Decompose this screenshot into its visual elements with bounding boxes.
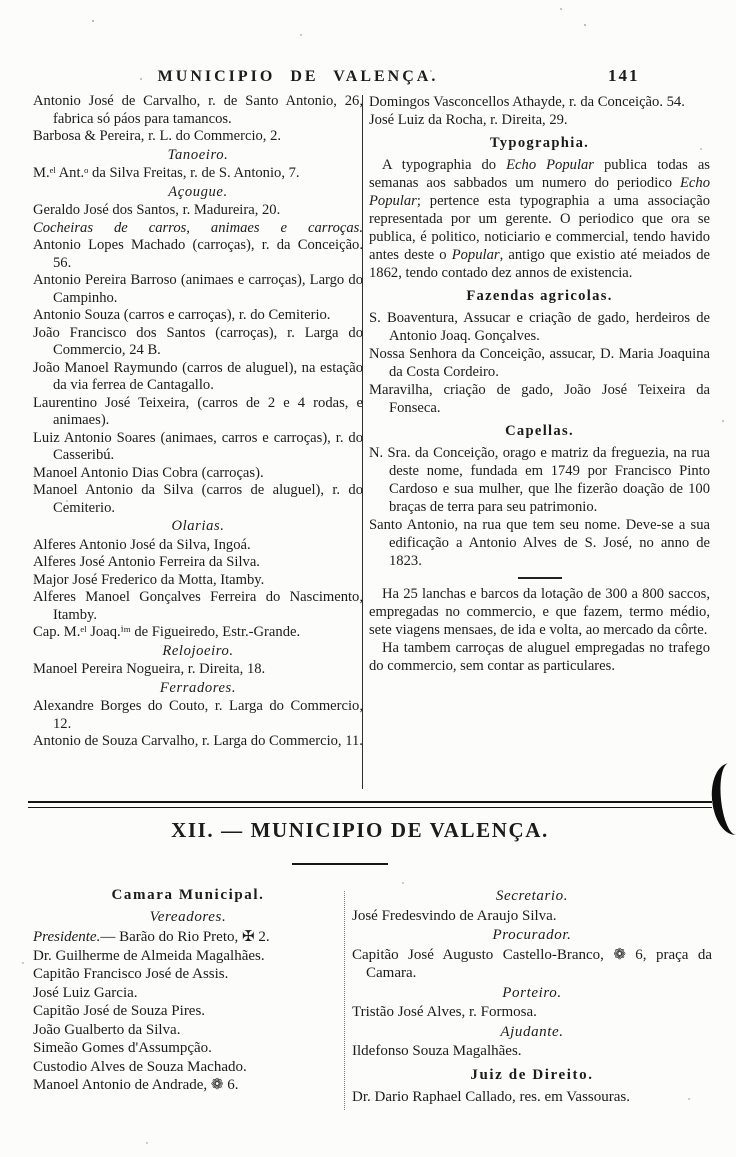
directory-entry: Cap. M.ᵉˡ Joaq.ⁱᵐ de Figueiredo, Estr.-Grande. [33, 624, 301, 640]
category-heading: Procurador. [492, 927, 572, 943]
category-heading: Tanoeiro. [167, 146, 229, 163]
directory-entry: Antonio Souza (carros e carroças), r. do Cemiterio. [33, 307, 331, 323]
category-heading: Olarias. [171, 518, 225, 534]
directory-entry: Manoel Antonio Dias Cobra (carroças). [33, 464, 264, 481]
directory-entry: João Francisco dos Santos (carroças), r. Larga do Commercio, 24 B. [33, 324, 363, 358]
directory-entry: Presidente.— Barão do Rio Preto, ✠ 2. [33, 929, 270, 945]
directory-entry: José Luiz Garcia. [33, 984, 138, 1001]
directory-right-column [369, 93, 710, 675]
directory-entry: Santo Antonio, na rua que tem seu nome. Deve-se a sua edificação a Antonio Alves de S. José, no anno de 1823. [369, 517, 710, 569]
directory-entry: José Luiz da Rocha, r. Direita, 29. [369, 112, 568, 128]
directory-entry: Geraldo José dos Santos, r. Madureira, 20. [33, 202, 281, 218]
roster-right-column [352, 886, 712, 1107]
directory-entry: Capitão Francisco José de Assis. [33, 966, 229, 982]
section-heading: Typographia. [489, 135, 590, 151]
directory-left-column [33, 93, 363, 751]
page-number: 141 [608, 66, 640, 85]
chapter-title: XII. — MUNICIPIO DE VALENÇA. [171, 818, 549, 842]
directory-entry: Domingos Vasconcellos Athayde, r. da Conceição. 54. [369, 94, 685, 110]
scan-artifact-mark [708, 761, 736, 837]
roster-column-divider [344, 891, 345, 1110]
category-heading: Porteiro. [502, 984, 562, 1001]
directory-entry: Manoel Antonio de Andrade, ❁ 6. [33, 1077, 239, 1093]
directory-entry: N. Sra. da Conceição, orago e matriz da freguezia, na rua deste nome, fundada em 1749 por Francisco Pinto Cardoso e sua mulher, que lhe fizerão doação de 100 braças de terra para seu patrimonio. [369, 445, 710, 515]
directory-entry: João Manoel Raymundo (carros de aluguel), na estação da via ferrea de Cantagallo. [33, 359, 363, 393]
directory-entry: Major José Frederico da Motta, Itamby. [33, 571, 265, 588]
running-head-title: MUNICIPIO DE VALENÇA. [157, 68, 439, 85]
directory-entry: Manoel Pereira Nogueira, r. Direita, 18. [33, 661, 266, 677]
category-heading: Ajudante. [500, 1023, 564, 1040]
directory-entry: Alferes Manoel Gonçalves Ferreira do Nascimento, Itamby. [33, 589, 363, 623]
directory-entry: Ildefonso Souza Magalhães. [352, 1043, 522, 1059]
directory-entry: Laurentino José Teixeira, (carros de 2 e 4 rodas, e animaes). [33, 394, 363, 428]
section-heading: Camara Municipal. [111, 887, 265, 903]
directory-entry: Simeão Gomes d'Assumpção. [33, 1040, 212, 1056]
category-heading: Relojoeiro. [162, 642, 234, 659]
paragraph: Ha 25 lanchas e barcos da lotação de 300 a 800 saccos, empregadas no commercio, e que fazem, termo médio, sete viagens mensaes, de ida e volta, ao mercado da côrte. [369, 586, 710, 638]
chapter-divider-double-rule [28, 801, 712, 808]
directory-entry: Antonio de Souza Carvalho, r. Larga do Commercio, 11. [33, 733, 363, 749]
paragraph: A typographia do Echo Popular publica todas as semanas aos sabbados um numero do periodico Echo Popular; pertence esta typographia a uma associação representada por um gerente. O periodico que ora se publica, é politico, noticiario e commercial, tendo havido antes deste o Popular, antigo que existio até meiados de 1862, tendo contado dez annos de existencia. [369, 157, 710, 281]
directory-entry: Dr. Guilherme de Almeida Magalhães. [33, 947, 265, 964]
roster-left-column [33, 886, 343, 1095]
directory-entry: Barbosa & Pereira, r. L. do Commercio, 2. [33, 128, 282, 144]
directory-entry: Capitão José de Souza Pires. [33, 1003, 206, 1019]
directory-entry: Luiz Antonio Soares (animaes, carros e carroças), r. do Casseribú. [33, 429, 363, 463]
category-heading: Ferradores. [159, 679, 237, 696]
paragraph: Ha tambem carroças de aluguel empregadas no trafego do commercio, sem contar as particulares. [369, 640, 710, 674]
directory-entry: João Gualberto da Silva. [33, 1021, 181, 1038]
directory-entry: Tristão José Alves, r. Formosa. [352, 1004, 537, 1020]
scan-noise [0, 0, 2, 2]
category-heading: Secretario. [495, 888, 569, 904]
directory-entry: Antonio José de Carvalho, r. de Santo Antonio, 26, fabrica só páos para tamancos. [33, 93, 363, 127]
directory-entry: M.ᵉˡ Ant.ᵒ da Silva Freitas, r. de S. Antonio, 7. [33, 165, 300, 181]
directory-entry: Nossa Senhora da Conceição, assucar, D. Maria Joaquina da Costa Cordeiro. [369, 346, 710, 380]
category-heading: Cocheiras de carros, animaes e carroças. [33, 219, 363, 236]
chapter-title-rule [292, 863, 388, 865]
directory-entry: Alexandre Borges do Couto, r. Larga do Commercio, 12. [33, 698, 363, 732]
section-heading: Juiz de Direito. [470, 1066, 594, 1083]
directory-entry: Antonio Pereira Barroso (animaes e carroças), Largo do Campinho. [33, 272, 363, 306]
category-heading: Açougue. [168, 183, 228, 200]
separator-rule [518, 577, 562, 579]
directory-entry: S. Boaventura, Assucar e criação de gado, herdeiros de Antonio Joaq. Gonçalves. [369, 310, 710, 344]
directory-entry: Manoel Antonio da Silva (carros de aluguel), r. do Cemiterio. [33, 482, 363, 516]
section-heading: Fazendas agricolas. [466, 288, 613, 304]
category-heading: Vereadores. [149, 908, 227, 925]
directory-entry: Alferes José Antonio Ferreira da Silva. [33, 554, 260, 570]
directory-entry: José Fredesvindo de Araujo Silva. [352, 907, 557, 924]
directory-entry: Capitão José Augusto Castello-Branco, ❁ 6, praça da Camara. [352, 946, 712, 981]
section-heading: Capellas. [505, 423, 574, 439]
directory-entry: Maravilha, criação de gado, João José Teixeira da Fonseca. [369, 382, 710, 416]
directory-entry: Dr. Dario Raphael Callado, res. em Vassouras. [352, 1089, 630, 1105]
directory-entry: Custodio Alves de Souza Machado. [33, 1058, 247, 1075]
directory-entry: Alferes Antonio José da Silva, Ingoá. [33, 536, 251, 553]
directory-entry: Antonio Lopes Machado (carroças), r. da Conceição. 56. [33, 237, 363, 271]
